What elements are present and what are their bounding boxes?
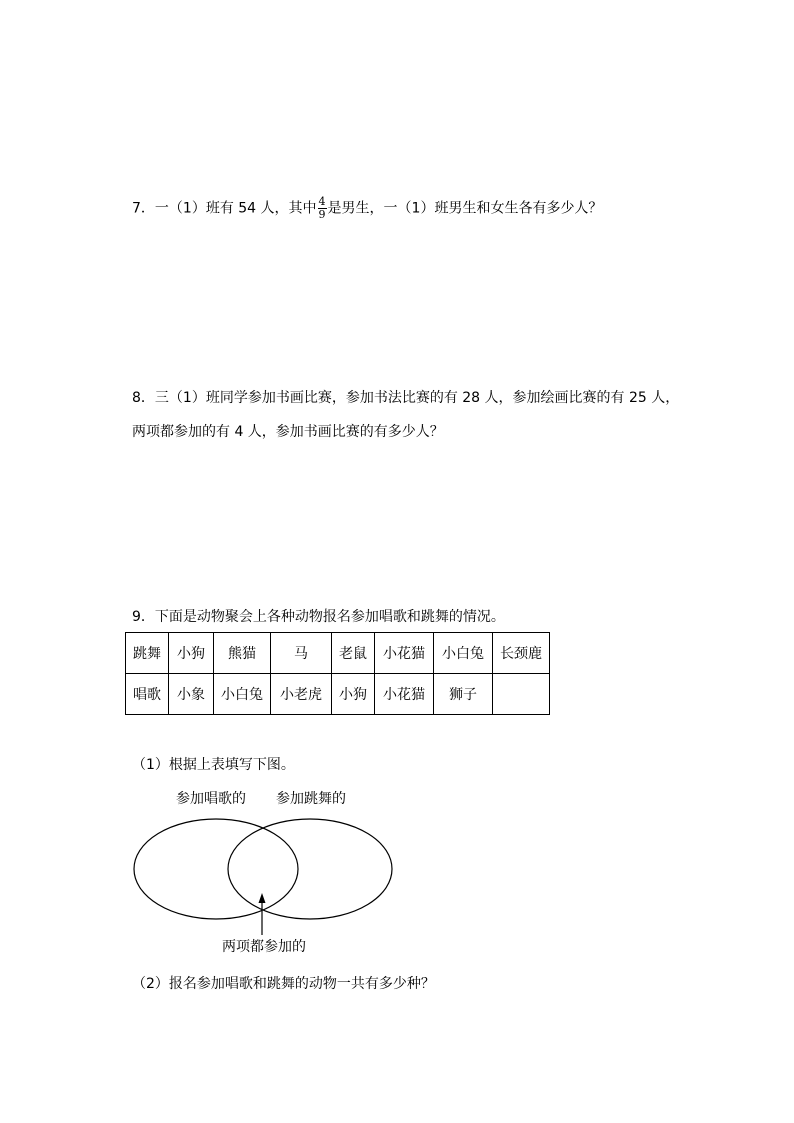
question-7-prefix: 7．一（1）班有 54 人，其中 bbox=[132, 200, 317, 217]
table-cell: 小狗 bbox=[169, 633, 214, 674]
table-cell: 小白兔 bbox=[214, 674, 271, 715]
table-cell: 长颈鹿 bbox=[493, 633, 550, 674]
question-9-part-2: （2）报名参加唱歌和跳舞的动物一共有多少种？ bbox=[132, 976, 435, 992]
venn-right-label: 参加跳舞的 bbox=[276, 791, 346, 807]
venn-left-label: 参加唱歌的 bbox=[176, 791, 246, 807]
table-cell: 小狗 bbox=[332, 674, 375, 715]
table-cell: 马 bbox=[271, 633, 332, 674]
table-cell: 狮子 bbox=[434, 674, 493, 715]
fraction-numerator: 4 bbox=[318, 195, 326, 208]
fraction-denominator: 9 bbox=[318, 208, 326, 221]
table-cell: 小花猫 bbox=[375, 633, 434, 674]
question-7-suffix: 是男生，一（1）班男生和女生各有多少人？ bbox=[327, 200, 603, 217]
question-9-part-1: （1）根据上表填写下图。 bbox=[132, 757, 295, 773]
table-cell: 小白兔 bbox=[434, 633, 493, 674]
table-cell: 熊猫 bbox=[214, 633, 271, 674]
venn-overlap-label: 两项都参加的 bbox=[222, 939, 306, 955]
table-cell: 老鼠 bbox=[332, 633, 375, 674]
table-cell: 跳舞 bbox=[126, 633, 169, 674]
question-8-line-1: 8．三（1）班同学参加书画比赛，参加书法比赛的有 28 人，参加绘画比赛的有 25 人， bbox=[132, 390, 680, 406]
venn-right-ellipse bbox=[228, 819, 392, 919]
table-cell: 小老虎 bbox=[271, 674, 332, 715]
venn-left-ellipse bbox=[134, 819, 298, 919]
venn-pointer-arrowhead bbox=[259, 893, 266, 903]
table-cell: 小花猫 bbox=[375, 674, 434, 715]
question-9-intro: 9．下面是动物聚会上各种动物报名参加唱歌和跳舞的情况。 bbox=[132, 609, 505, 625]
table-cell: 小象 bbox=[169, 674, 214, 715]
question-8-line-2: 两项都参加的有 4 人，参加书画比赛的有多少人？ bbox=[132, 424, 444, 440]
table-cell: 唱歌 bbox=[126, 674, 169, 715]
